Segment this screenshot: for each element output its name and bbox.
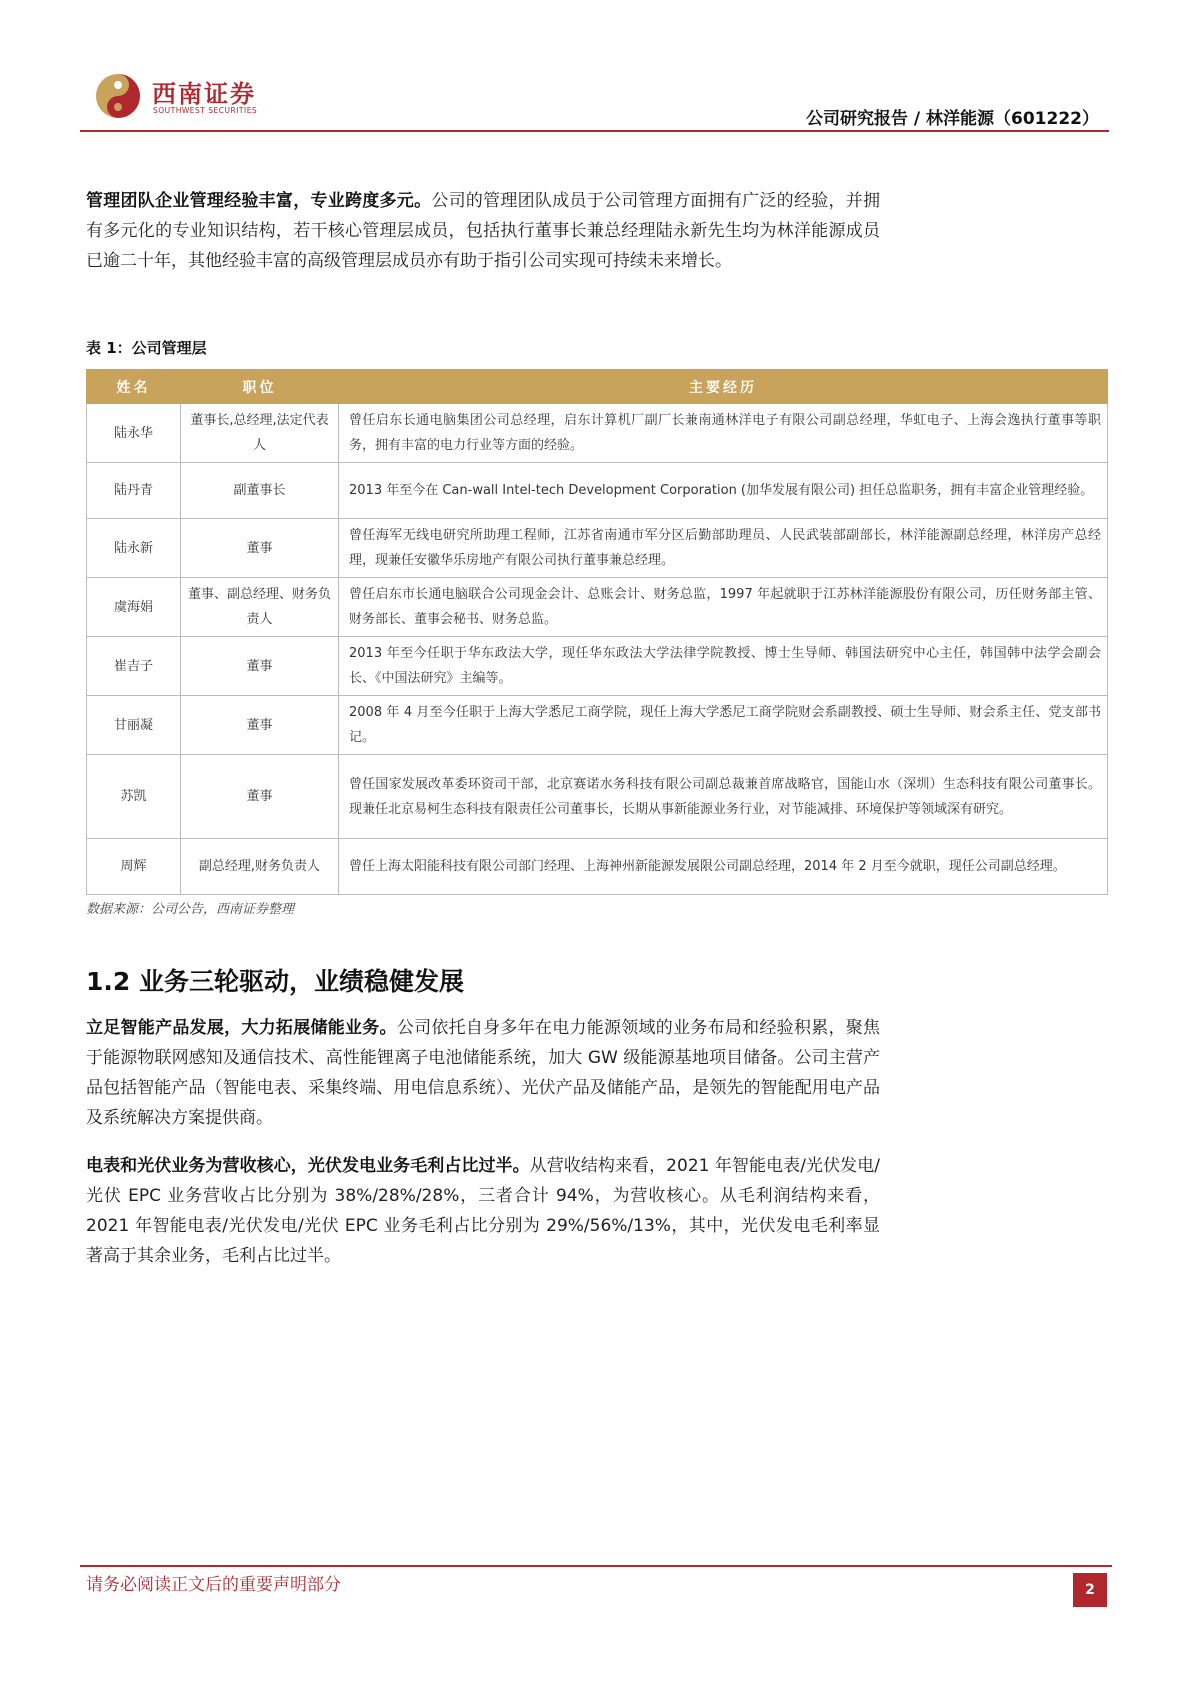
page-number: 2 (1073, 1573, 1107, 1607)
cell-experience: 2008 年 4 月至今任职于上海大学悉尼工商学院，现任上海大学悉尼工商学院财会系副教授、硕士生导师、财会系主任、党支部书记。 (339, 696, 1108, 755)
management-table (86, 369, 1108, 895)
cell-name: 周辉 (87, 839, 181, 895)
intro-paragraph (86, 186, 880, 276)
table-row (87, 696, 1108, 755)
cell-position: 董事长,总经理,法定代表人 (181, 404, 339, 463)
cell-experience: 曾任上海太阳能科技有限公司部门经理、上海神州新能源发展限公司副总经理，2014 年 2 月至今就职，现任公司副总经理。 (339, 839, 1108, 895)
company-logo (94, 72, 294, 124)
table-title: 表 1：公司管理层 (86, 339, 207, 357)
header-position: 职位 (181, 370, 339, 404)
logo-english-name: SOUTHWEST SECURITIES (153, 106, 258, 115)
cell-position: 副总经理,财务负责人 (181, 839, 339, 895)
logo-emblem-icon (94, 72, 142, 120)
cell-position: 董事 (181, 696, 339, 755)
cell-experience: 2013 年至今在 Can-wall Intel-tech Development Corporation (加华发展有限公司) 担任总监职务，拥有丰富企业管理经验。 (339, 463, 1108, 519)
table-row (87, 519, 1108, 578)
cell-position: 副董事长 (181, 463, 339, 519)
header-name: 姓名 (87, 370, 181, 404)
cell-name: 甘丽凝 (87, 696, 181, 755)
table-row (87, 578, 1108, 637)
cell-position: 董事、副总经理、财务负责人 (181, 578, 339, 637)
table-row (87, 755, 1108, 839)
header-divider (80, 130, 1109, 132)
cell-position: 董事 (181, 519, 339, 578)
cell-name: 陆永华 (87, 404, 181, 463)
logo-chinese-name: 西南证券 (152, 79, 256, 108)
cell-name: 崔吉子 (87, 637, 181, 696)
intro-lead: 管理团队企业管理经验丰富，专业跨度多元。 (86, 191, 432, 211)
cell-name: 陆丹青 (87, 463, 181, 519)
table-row (87, 637, 1108, 696)
table-header-row (87, 370, 1108, 404)
cell-experience: 2013 年至今任职于华东政法大学，现任华东政法大学法律学院教授、博士生导师、韩国法研究中心主任，韩国韩中法学会副会长、《中国法研究》主编等。 (339, 637, 1108, 696)
section-heading: 1.2 业务三轮驱动，业绩稳健发展 (86, 967, 464, 996)
cell-experience: 曾任海军无线电研究所助理工程师，江苏省南通市军分区后勤部助理员、人民武装部副部长，林洋能源副总经理，林洋房产总经理，现兼任安徽华乐房地产有限公司执行董事兼总经理。 (339, 519, 1108, 578)
footer-divider (80, 1565, 1112, 1567)
cell-name: 虞海娟 (87, 578, 181, 637)
cell-position: 董事 (181, 637, 339, 696)
table-row (87, 404, 1108, 463)
intro-body: 公司的管理团队成员于公司管理方面拥有广泛的经验，并拥有多元化的专业知识结构，若干核心管理层成员，包括执行董事长兼总经理陆永新先生均为林洋能源成员已逾二十年，其他经验丰富的高级管理层成员亦有助于指引公司实现可持续未来增长。 (86, 191, 881, 271)
cell-experience: 曾任国家发展改革委环资司干部，北京赛诺水务科技有限公司副总裁兼首席战略官，国能山水（深圳）生态科技有限公司董事长。现兼任北京易柯生态科技有限责任公司董事长，长期从事新能源业务行业，对节能减排、环境保护等领域深有研究。 (339, 755, 1108, 839)
cell-position: 董事 (181, 755, 339, 839)
cell-experience: 曾任启东市长通电脑联合公司现金会计、总账会计、财务总监，1997 年起就职于江苏林洋能源股份有限公司，历任财务部主管、财务部长、董事会秘书、财务总监。 (339, 578, 1108, 637)
table-row (87, 463, 1108, 519)
page-header (80, 60, 1109, 130)
table-source: 数据来源：公司公告，西南证券整理 (86, 902, 295, 917)
para1-body: 公司依托自身多年在电力能源领域的业务布局和经验积累，聚焦于能源物联网感知及通信技术、高性能锂离子电池储能系统，加大 GW 级能源基地项目储备。公司主营产品包括智能产品（智能电表、采集终端、用电信息系统）、光伏产品及储能产品，是领先的智能配用电产品及系统解决方案提供商。 (86, 1018, 881, 1128)
table-row (87, 839, 1108, 895)
para1-lead: 立足智能产品发展，大力拓展储能业务。 (86, 1018, 397, 1038)
report-title: 公司研究报告 / 林洋能源（601222） (805, 109, 1099, 129)
section-paragraph-1 (86, 1013, 880, 1133)
header-experience: 主要经历 (339, 370, 1108, 404)
cell-name: 苏凯 (87, 755, 181, 839)
footer-disclaimer: 请务必阅读正文后的重要声明部分 (86, 1575, 341, 1595)
section-paragraph-2 (86, 1151, 880, 1271)
para2-lead: 电表和光伏业务为营收核心，光伏发电业务毛利占比过半。 (86, 1156, 530, 1176)
cell-experience: 曾任启东长通电脑集团公司总经理，启东计算机厂副厂长兼南通林洋电子有限公司副总经理，华虹电子、上海会逸执行董事等职务，拥有丰富的电力行业等方面的经验。 (339, 404, 1108, 463)
para2-body: 从营收结构来看，2021 年智能电表/光伏发电/光伏 EPC 业务营收占比分别为 38%/28%/28%，三者合计 94%，为营收核心。从毛利润结构来看，2021 年智能电表/光伏发电/光伏 EPC 业务毛利占比分别为 29%/56%/13%，其中，光伏发电毛利率显著高于其余业务，毛利占比过半。 (86, 1156, 881, 1266)
cell-name: 陆永新 (87, 519, 181, 578)
